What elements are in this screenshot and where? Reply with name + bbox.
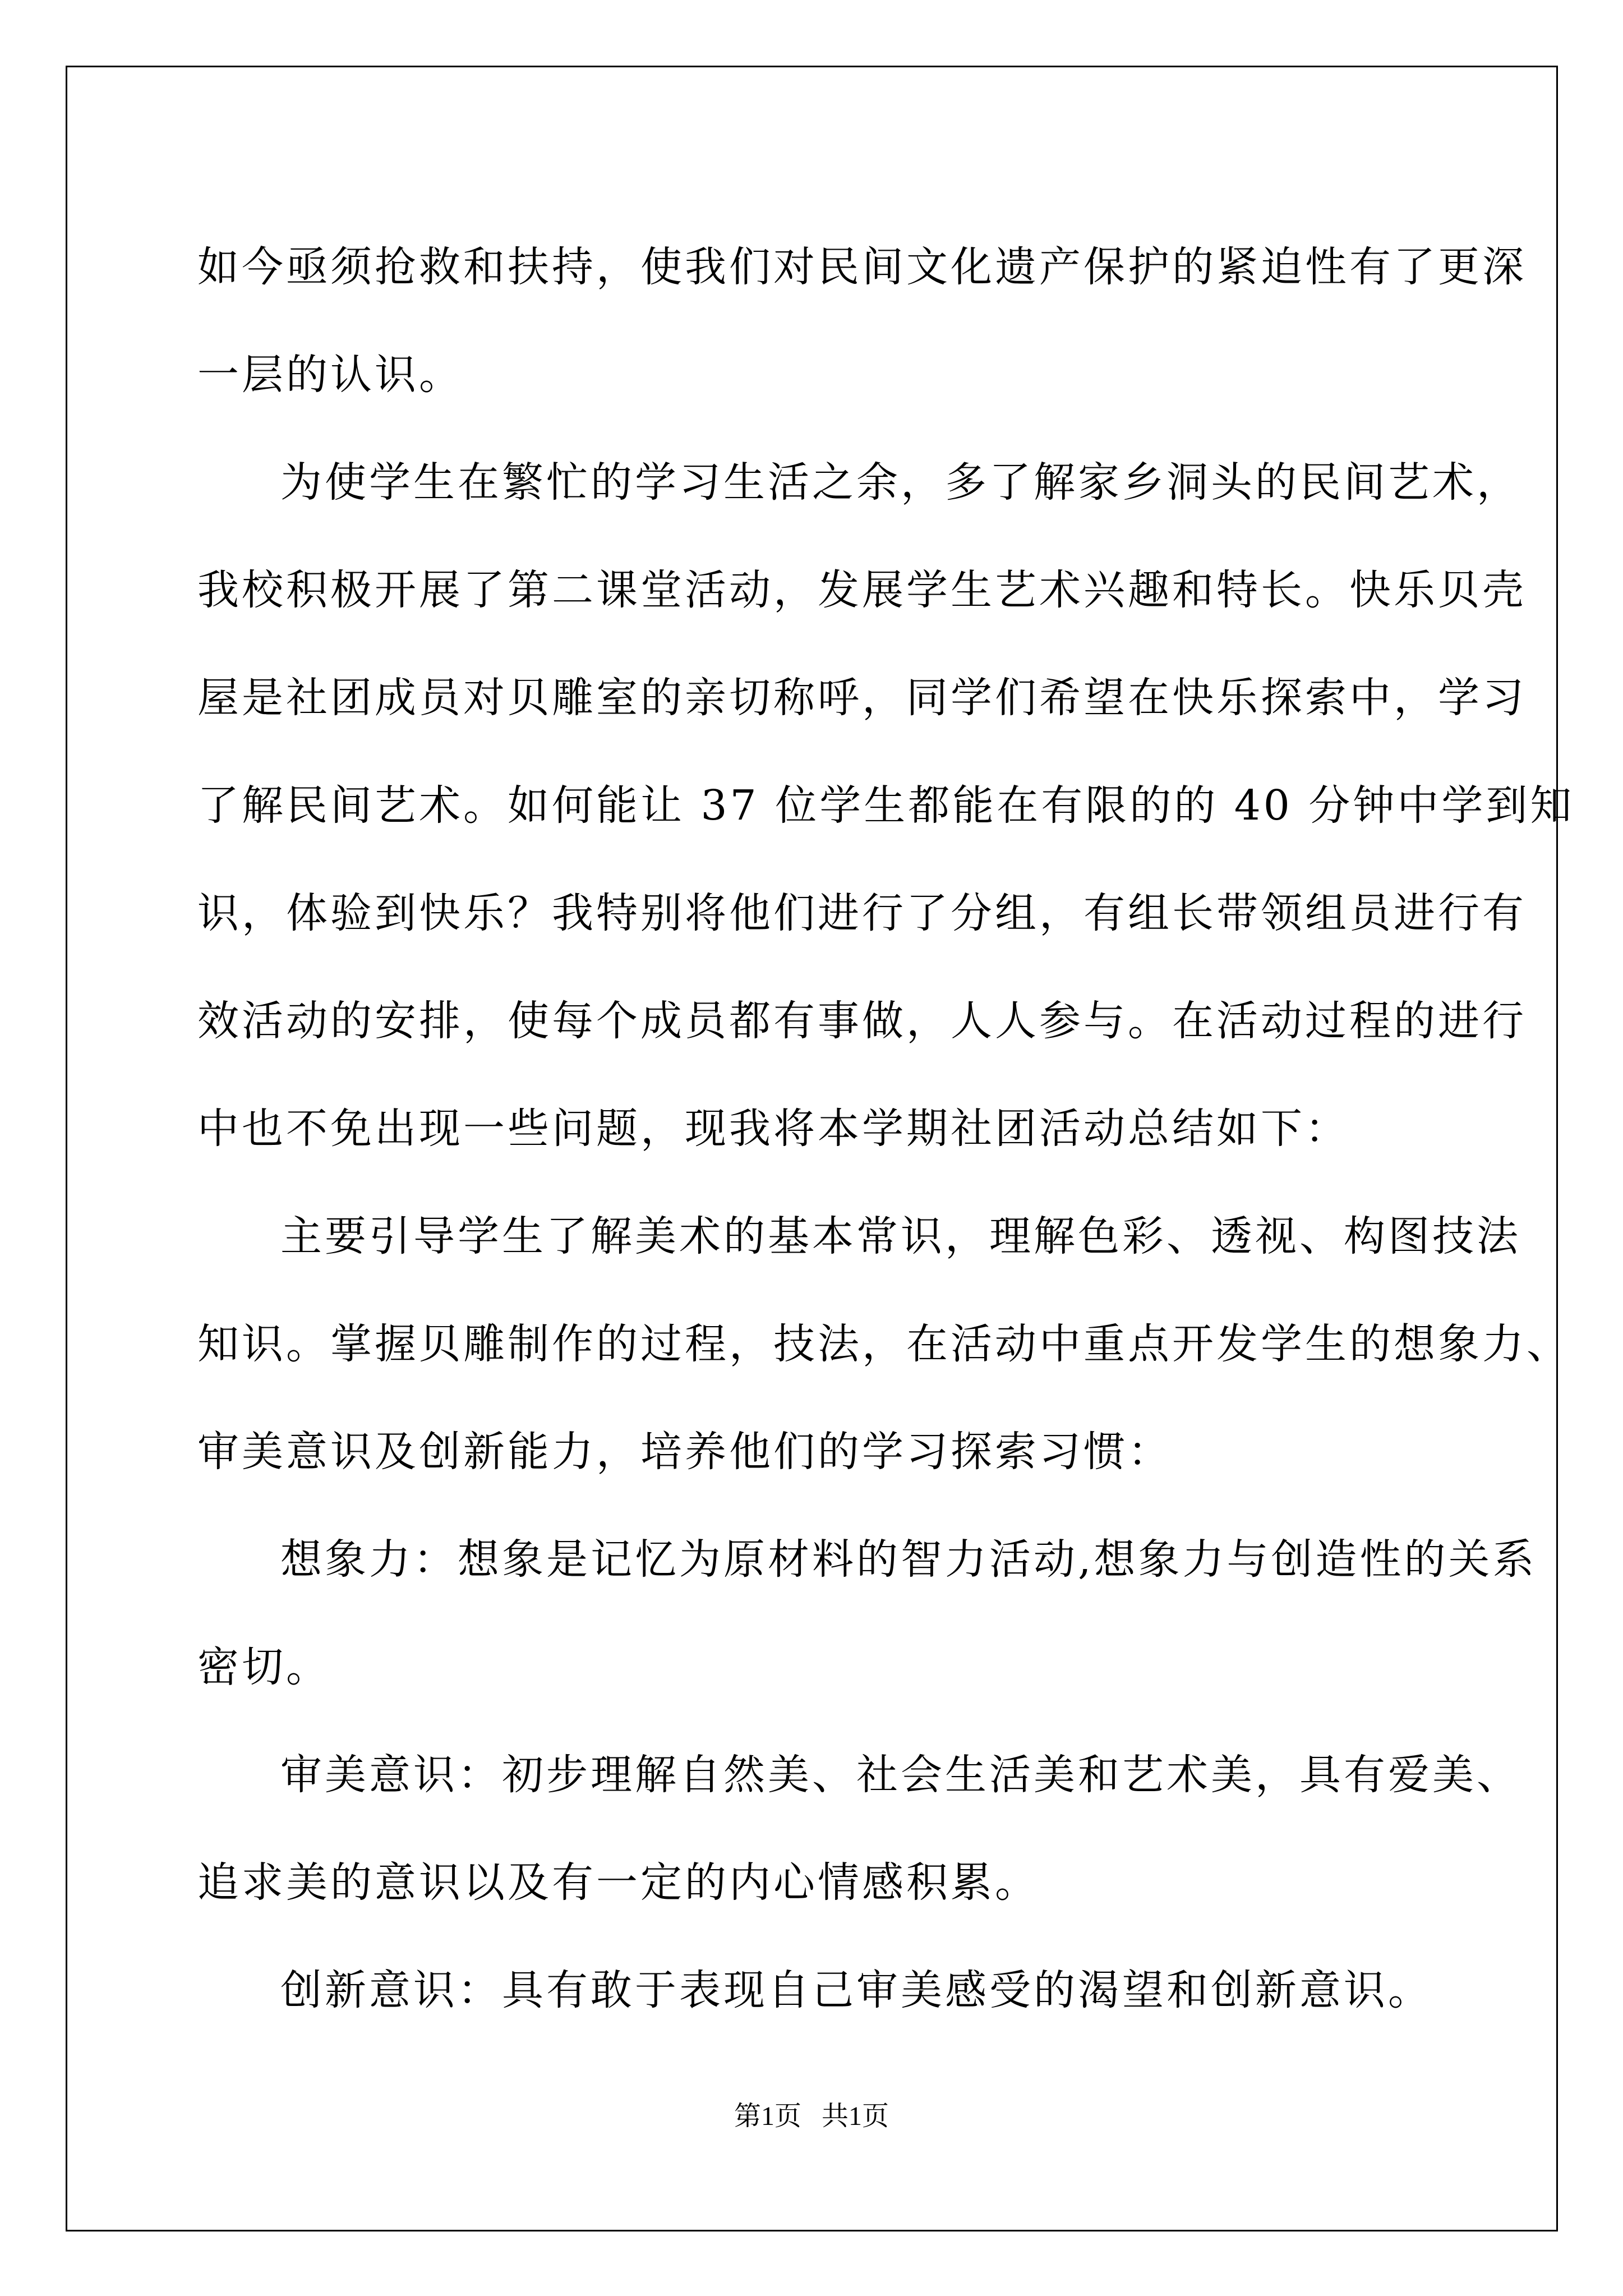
- text-line: 了解民间艺术。如何能让 37 位学生都能在有限的的 40 分钟中学到知: [197, 781, 1575, 830]
- text-line: 密切。: [197, 1643, 330, 1691]
- text-line: 想象力：想象是记忆为原材料的智力活动,想象力与创造性的关系: [280, 1535, 1537, 1584]
- text-line: 屋是社团成员对贝雕室的亲切称呼，同学们希望在快乐探索中，学习: [197, 674, 1527, 722]
- page-count: 共1页: [822, 2101, 889, 2131]
- text-line: 主要引导学生了解美术的基本常识，理解色彩、透视、构图技法: [280, 1212, 1521, 1260]
- text-line: 如今亟须抢救和扶持，使我们对民间文化遗产保护的紧迫性有了更深: [197, 243, 1527, 291]
- text-line: 创新意识：具有敢于表现自己审美感受的渴望和创新意识。: [280, 1966, 1432, 2014]
- paragraph-4: [197, 1506, 1537, 1721]
- text-line: 一层的认识。: [197, 351, 463, 399]
- document-body: [197, 213, 1575, 2044]
- paragraph-1: [197, 213, 1527, 429]
- paragraph-2: [197, 429, 1575, 1182]
- text-line: 审美意识及创新能力，培养他们的学习探索习惯：: [197, 1428, 1172, 1476]
- text-line: 审美意识：初步理解自然美、社会生活美和艺术美，具有爱美、: [280, 1751, 1521, 1799]
- page-number: 第1页: [734, 2101, 801, 2131]
- paragraph-6: [197, 1936, 1431, 2044]
- text-line: 我校积极开展了第二课堂活动，发展学生艺术兴趣和特长。快乐贝壳: [197, 566, 1527, 614]
- text-line: 追求美的意识以及有一定的内心情感积累。: [197, 1858, 1039, 1907]
- text-line: 效活动的安排，使每个成员都有事做，人人参与。在活动过程的进行: [197, 997, 1527, 1045]
- paragraph-5: [197, 1721, 1521, 1936]
- text-line: 知识。掌握贝雕制作的过程，技法，在活动中重点开发学生的想象力、: [197, 1320, 1571, 1368]
- paragraph-3: [197, 1182, 1571, 1506]
- text-line: 识，体验到快乐？我特别将他们进行了分组，有组长带领组员进行有: [197, 889, 1527, 937]
- text-line: 为使学生在繁忙的学习生活之余，多了解家乡洞头的民间艺术，: [280, 458, 1521, 507]
- page-footer: [0, 2100, 1623, 2133]
- text-line: 中也不免出现一些问题，现我将本学期社团活动总结如下：: [197, 1105, 1349, 1153]
